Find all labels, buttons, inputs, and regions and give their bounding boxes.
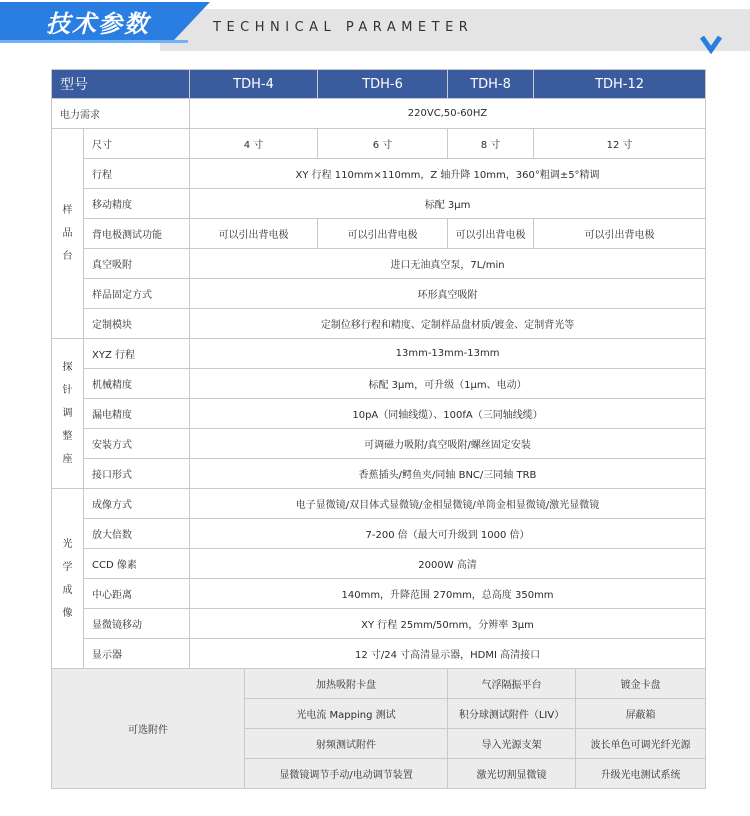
probe-value: 标配 3μm，可升级（1μm、电动） <box>190 369 706 399</box>
stage-fixing-row <box>52 279 706 309</box>
header-tab-underline <box>0 40 188 43</box>
optical-group <box>52 489 84 669</box>
stage-back-electrode-row <box>52 219 706 249</box>
group-char: 台 <box>62 251 73 262</box>
fixing-value: 环形真空吸附 <box>190 279 706 309</box>
size-label: 尺寸 <box>84 129 190 159</box>
vacuum-label: 真空吸附 <box>84 249 190 279</box>
probe-label: 漏电精度 <box>84 399 190 429</box>
custom-value: 定制位移行程和精度、定制样品盘材质/镀金、定制背光等 <box>190 309 706 339</box>
travel-value: XY 行程 110mm×110mm，Z 轴升降 10mm，360°粗调±5°精调 <box>190 159 706 189</box>
accessory-item: 气浮隔振平台 <box>448 669 576 699</box>
optical-label: CCD 像素 <box>84 549 190 579</box>
accessories-label: 可选附件 <box>52 669 245 789</box>
accessory-item: 射频测试附件 <box>245 729 448 759</box>
accessory-item: 激光切割显微镜 <box>448 759 576 789</box>
stage-travel-row <box>52 159 706 189</box>
accessory-item: 升级光电测试系统 <box>576 759 706 789</box>
probe-row <box>52 429 706 459</box>
probe-seat-group <box>52 339 84 489</box>
probe-value: 香蕉插头/鳄鱼夹/同轴 BNC/三同轴 TRB <box>190 459 706 489</box>
model-tdh-12: TDH-12 <box>534 70 706 99</box>
optical-row <box>52 549 706 579</box>
vacuum-value: 进口无油真空泵，7L/min <box>190 249 706 279</box>
power-value: 220VC,50-60HZ <box>190 99 706 129</box>
model-header-row <box>52 70 706 99</box>
back-electrode-value: 可以引出背电极 <box>534 219 706 249</box>
optical-row <box>52 519 706 549</box>
custom-label: 定制模块 <box>84 309 190 339</box>
travel-label: 行程 <box>84 159 190 189</box>
accessory-item: 镀金卡盘 <box>576 669 706 699</box>
size-value: 4 寸 <box>190 129 318 159</box>
optical-label: 显示器 <box>84 639 190 669</box>
probe-row <box>52 399 706 429</box>
model-label: 型号 <box>52 70 190 99</box>
optical-value: XY 行程 25mm/50mm，分辨率 3μm <box>190 609 706 639</box>
accessory-item: 加热吸附卡盘 <box>245 669 448 699</box>
power-label: 电力需求 <box>52 99 190 129</box>
accessory-item: 光电流 Mapping 测试 <box>245 699 448 729</box>
size-value: 6 寸 <box>318 129 448 159</box>
optical-label: 中心距离 <box>84 579 190 609</box>
group-char: 调 <box>62 408 73 419</box>
group-char: 探 <box>62 362 73 373</box>
model-tdh-8: TDH-8 <box>448 70 534 99</box>
optical-value: 12 寸/24 寸高清显示器，HDMI 高清接口 <box>190 639 706 669</box>
group-char: 学 <box>62 561 73 573</box>
model-tdh-6: TDH-6 <box>318 70 448 99</box>
probe-row <box>52 339 706 369</box>
optical-value: 2000W 高清 <box>190 549 706 579</box>
optical-value: 电子显微镜/双目体式显微镜/金相显微镜/单筒金相显微镜/激光显微镜 <box>190 489 706 519</box>
group-char: 整 <box>62 431 73 442</box>
accessory-item: 波长单色可调光纤光源 <box>576 729 706 759</box>
precision-value: 标配 3μm <box>190 189 706 219</box>
chevron-down-icon <box>700 34 722 54</box>
group-char: 样 <box>62 205 73 216</box>
header-banner <box>0 0 750 55</box>
optical-row <box>52 489 706 519</box>
optical-row <box>52 639 706 669</box>
sample-stage-group <box>52 129 84 339</box>
group-char: 像 <box>62 607 73 619</box>
back-electrode-label: 背电极测试功能 <box>84 219 190 249</box>
stage-vacuum-row <box>52 249 706 279</box>
spec-table <box>51 69 706 789</box>
accessory-item: 屏蔽箱 <box>576 699 706 729</box>
optical-value: 7-200 倍（最大可升级到 1000 倍） <box>190 519 706 549</box>
group-char: 针 <box>62 385 73 396</box>
probe-label: 安装方式 <box>84 429 190 459</box>
fixing-label: 样品固定方式 <box>84 279 190 309</box>
probe-row <box>52 369 706 399</box>
probe-label: 机械精度 <box>84 369 190 399</box>
probe-label: 接口形式 <box>84 459 190 489</box>
power-row <box>52 99 706 129</box>
probe-value: 13mm-13mm-13mm <box>190 339 706 369</box>
optical-label: 显微镜移动 <box>84 609 190 639</box>
group-char: 座 <box>62 454 73 465</box>
probe-value: 可调磁力吸附/真空吸附/螺丝固定安装 <box>190 429 706 459</box>
optical-label: 成像方式 <box>84 489 190 519</box>
back-electrode-value: 可以引出背电极 <box>318 219 448 249</box>
optical-row <box>52 579 706 609</box>
group-char: 品 <box>62 228 73 239</box>
stage-size-row <box>52 129 706 159</box>
back-electrode-value: 可以引出背电极 <box>190 219 318 249</box>
group-char: 成 <box>62 584 73 596</box>
model-tdh-4: TDH-4 <box>190 70 318 99</box>
accessory-item: 显微镜调节手动/电动调节装置 <box>245 759 448 789</box>
size-value: 12 寸 <box>534 129 706 159</box>
probe-row <box>52 459 706 489</box>
optical-label: 放大倍数 <box>84 519 190 549</box>
accessory-row <box>52 669 706 699</box>
back-electrode-value: 可以引出背电极 <box>448 219 534 249</box>
group-char: 光 <box>62 538 73 550</box>
probe-label: XYZ 行程 <box>84 339 190 369</box>
optical-row <box>52 609 706 639</box>
stage-custom-row <box>52 309 706 339</box>
precision-label: 移动精度 <box>84 189 190 219</box>
accessory-item: 积分球测试附件（LIV） <box>448 699 576 729</box>
page-subtitle: TECHNICAL PARAMETER <box>213 20 474 35</box>
size-value: 8 寸 <box>448 129 534 159</box>
stage-precision-row <box>52 189 706 219</box>
optical-value: 140mm，升降范围 270mm，总高度 350mm <box>190 579 706 609</box>
probe-value: 10pA（同轴线缆）、100fA（三同轴线缆） <box>190 399 706 429</box>
accessory-item: 导入光源支架 <box>448 729 576 759</box>
page-title: 技术参数 <box>46 10 150 38</box>
